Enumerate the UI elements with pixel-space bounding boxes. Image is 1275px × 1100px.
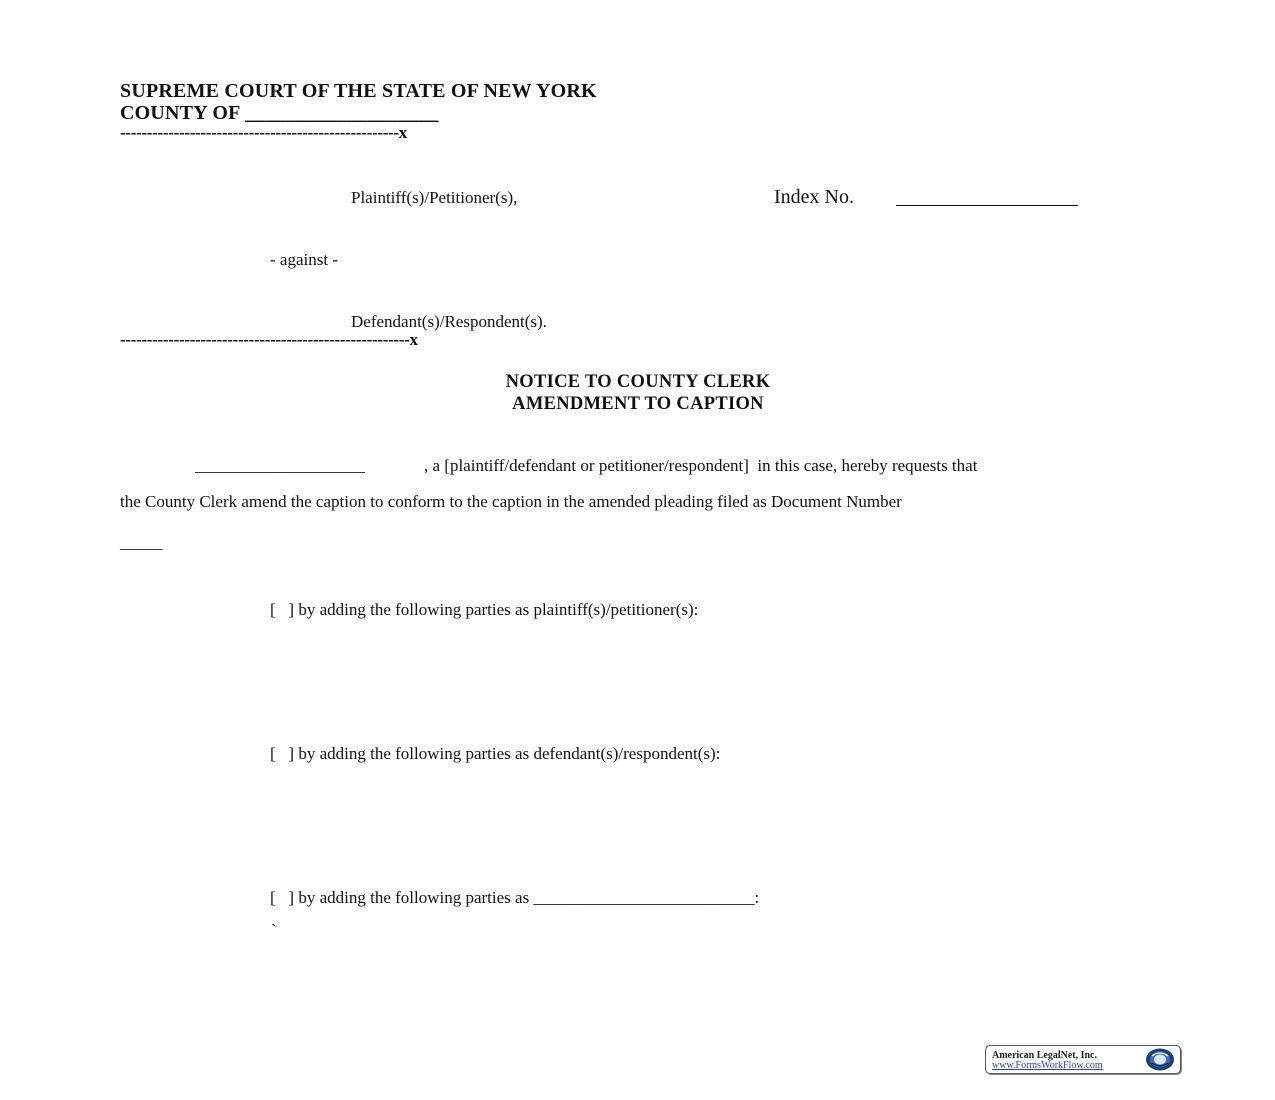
requesting-party-blank: ____________________ xyxy=(195,456,365,475)
publisher-name: American LegalNet, Inc. xyxy=(992,1050,1097,1061)
document-title-line-1: NOTICE TO COUNTY CLERK xyxy=(505,372,771,392)
publisher-logo xyxy=(985,1045,1181,1074)
index-number-label: Index No. xyxy=(774,186,854,208)
option-add-plaintiffs: [ ] by adding the following parties as plaintiff(s)/petitioner(s): xyxy=(270,600,699,619)
caption-divider-bottom: ------------------------------------------------------x xyxy=(120,330,418,349)
defendant-label: Defendant(s)/Respondent(s). xyxy=(351,312,547,331)
index-number-field xyxy=(896,205,1078,206)
stray-mark: ` xyxy=(271,921,277,940)
option-add-other-parties: [ ] by adding the following parties as __________________________: xyxy=(270,888,760,907)
request-text-line-1: , a [plaintiff/defendant or petitioner/respondent] in this case, hereby requests that xyxy=(424,456,978,475)
court-name: SUPREME COURT OF THE STATE OF NEW YORK xyxy=(120,80,597,102)
county-line: COUNTY OF ___________________ xyxy=(120,102,439,124)
against-label: - against - xyxy=(270,250,338,269)
option-add-defendants: [ ] by adding the following parties as defendant(s)/respondent(s): xyxy=(270,744,721,763)
plaintiff-label: Plaintiff(s)/Petitioner(s), xyxy=(351,188,518,207)
publisher-url[interactable]: www.FormsWorkFlow.com xyxy=(992,1060,1103,1071)
caption-divider-top: ----------------------------------------------------x xyxy=(120,123,407,142)
document-number-blank: _____ xyxy=(120,533,163,552)
document-title-line-2: AMENDMENT TO CAPTION xyxy=(512,394,764,414)
globe-logo-icon xyxy=(1144,1047,1176,1072)
request-text-line-2: the County Clerk amend the caption to conform to the caption in the amended pleading filed as Document Number xyxy=(120,492,902,511)
